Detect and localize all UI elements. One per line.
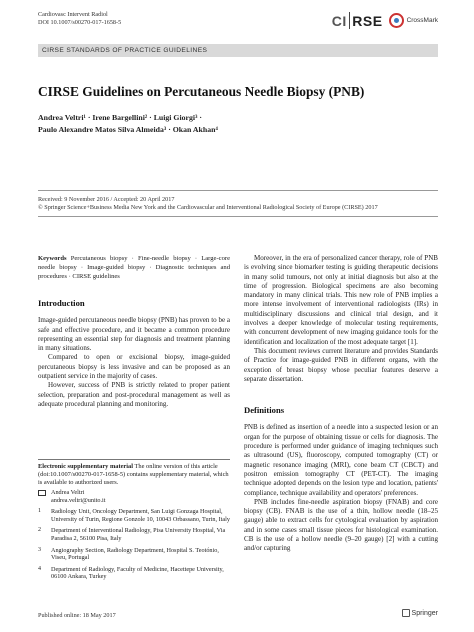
section-banner: CIRSE STANDARDS OF PRACTICE GUIDELINES bbox=[38, 44, 438, 57]
introduction-heading: Introduction bbox=[38, 298, 85, 308]
springer-icon bbox=[402, 609, 410, 617]
author-list bbox=[38, 112, 218, 136]
keywords-label: Keywords bbox=[38, 255, 67, 262]
correspondence-name: Andrea Veltri bbox=[51, 489, 85, 496]
author-line-2: Paulo Alexandre Matos Silva Almeida³ · Okan Akhan⁴ bbox=[38, 125, 218, 134]
affiliation-item: 2 Department of Interventional Radiology, Pisa University Hospital, Via Paradisa 2, 56100 Pisa, Italy bbox=[38, 527, 226, 542]
body-paragraph: PNB is defined as insertion of a needle into a suspected lesion or an organ for the purpose of obtaining tissue or cells for diagnosis. The procedure is performed under guidance of imaging techniques such as ultrasound (US), fluoroscopy, computed tomography (CT) or magnetic resonance imaging (MRI), cone beam CT (CBCT) and positron emission tomography CT (PET-CT). The imaging technique adopted depends on the lesion type and location, patients' compliance, technique availability and operators' preferences. bbox=[244, 423, 438, 497]
divider bbox=[38, 190, 438, 191]
correspondence-block bbox=[38, 489, 230, 585]
keywords bbox=[38, 254, 230, 281]
crossmark-label: CrossMark bbox=[406, 17, 438, 24]
header-logos bbox=[332, 12, 438, 29]
correspondence-email[interactable]: andrea.veltri@unito.it bbox=[51, 496, 106, 504]
published-date: Published online: 18 May 2017 bbox=[38, 612, 116, 619]
esm-label: Electronic supplementary material bbox=[38, 463, 134, 470]
publisher-name: Springer bbox=[411, 609, 438, 617]
esm-text: The online version of this article (doi:10.1007/s00270-017-1658-5) contains supplementary material, which is available to authorized users. bbox=[38, 463, 229, 487]
article-title: CIRSE Guidelines on Percutaneous Needle Biopsy (PNB) bbox=[38, 84, 365, 99]
journal-doi[interactable]: DOI 10.1007/s00270-017-1658-5 bbox=[38, 19, 122, 26]
intro-paragraph: However, success of PNB is strictly related to proper patient selection, preparation and post-procedural management as well as adequate procedural planning and monitoring. bbox=[38, 381, 230, 408]
affiliation-item: 3 Angiography Section, Radiology Department, Hospital S. Teotónio, Viseu, Portugal bbox=[38, 546, 219, 562]
crossmark-badge[interactable] bbox=[389, 13, 438, 28]
body-paragraph: Moreover, in the era of personalized cancer therapy, role of PNB is evolving since biomarker testing is guiding therapeutic decisions in many solid tumours, not only at initial diagnosis but also at the time of progression. Biological specimens are also becoming mandatory in many clinical trials. This new role of PNB implies a more intense involvement of interventional radiologists (IRs) in multidisciplinary discussions and clinical trial design, and it involves a deeper knowledge of molecular testing requirements, with concurrent development of new imaging guidance tools for the identification and localization of the most adequate target [1]. bbox=[244, 254, 438, 346]
crossmark-icon bbox=[389, 13, 404, 28]
right-column bbox=[244, 254, 438, 554]
publisher-logo bbox=[402, 609, 438, 617]
correspondence-author bbox=[38, 489, 230, 504]
keywords-text: Percutaneous biopsy · Fine-needle biopsy · Large-core needle biopsy · Image-guided biopsy · Diagnostic techniques and procedures · CIRSE guidelines bbox=[38, 255, 231, 280]
left-column bbox=[38, 254, 230, 409]
affiliation-item: 4 Department of Radiology, Faculty of Medicine, Hacettepe University, 06100 Ankara, Turkey bbox=[38, 565, 224, 581]
divider bbox=[38, 216, 438, 217]
affiliation-item: 1 Radiology Unit, Oncology Department, San Luigi Gonzaga Hospital, University of Turin, Regione Gonzole 10, 10043 Orbassano, Turin, Italy bbox=[38, 508, 230, 523]
envelope-icon bbox=[38, 490, 46, 496]
received-dates: Received: 9 November 2016 / Accepted: 20 April 2017 © Springer Science+Business Media New York and the Cardiovascular and Interventional Radiological Society of Europe (CIRSE) 2017 bbox=[38, 196, 438, 213]
author-line-1: Andrea Veltri¹ · Irene Bargellini² · Luigi Giorgi³ · bbox=[38, 113, 202, 122]
body-paragraph: This document reviews current literature and provides Standards of Practice for image-guided PNB in different organs, with the exception of breast biopsy whose peculiar features deserve a separate dissertation. bbox=[244, 346, 438, 383]
journal-info bbox=[38, 11, 121, 27]
supplementary-material-note bbox=[38, 459, 230, 487]
cirse-logo: CI RSE bbox=[331, 12, 383, 29]
logo-separator bbox=[349, 12, 351, 29]
journal-name: Cardiovasc Intervent Radiol bbox=[38, 11, 108, 18]
copyright: © Springer Science+Business Media New York and the Cardiovascular and Interventional Radiological Society of Europe (CIRSE) 2017 bbox=[38, 204, 378, 212]
definitions-heading: Definitions bbox=[244, 405, 285, 416]
intro-paragraph: Image-guided percutaneous needle biopsy (PNB) has proven to be a safe and effective procedure, and it became a common procedure representing an essential step for diagnosis and treatment planning in many situations. bbox=[38, 316, 230, 353]
body-paragraph: PNB includes fine-needle aspiration biopsy (FNAB) and core biopsy (CB). FNAB is the use of a thin, hollow needle (18–25 gauge) able to extract cells for cytological evaluation by aspiration and in some cases small tissue pieces for histological examination. CB is the use of a hollow needle (9–20 gauge) [2] with a cutting and/or capturing bbox=[244, 497, 438, 553]
intro-paragraph: Compared to open or excisional biopsy, image-guided percutaneous biopsy is less invasive and can be proposed as an outpatient service in the majority of cases. bbox=[38, 353, 230, 381]
